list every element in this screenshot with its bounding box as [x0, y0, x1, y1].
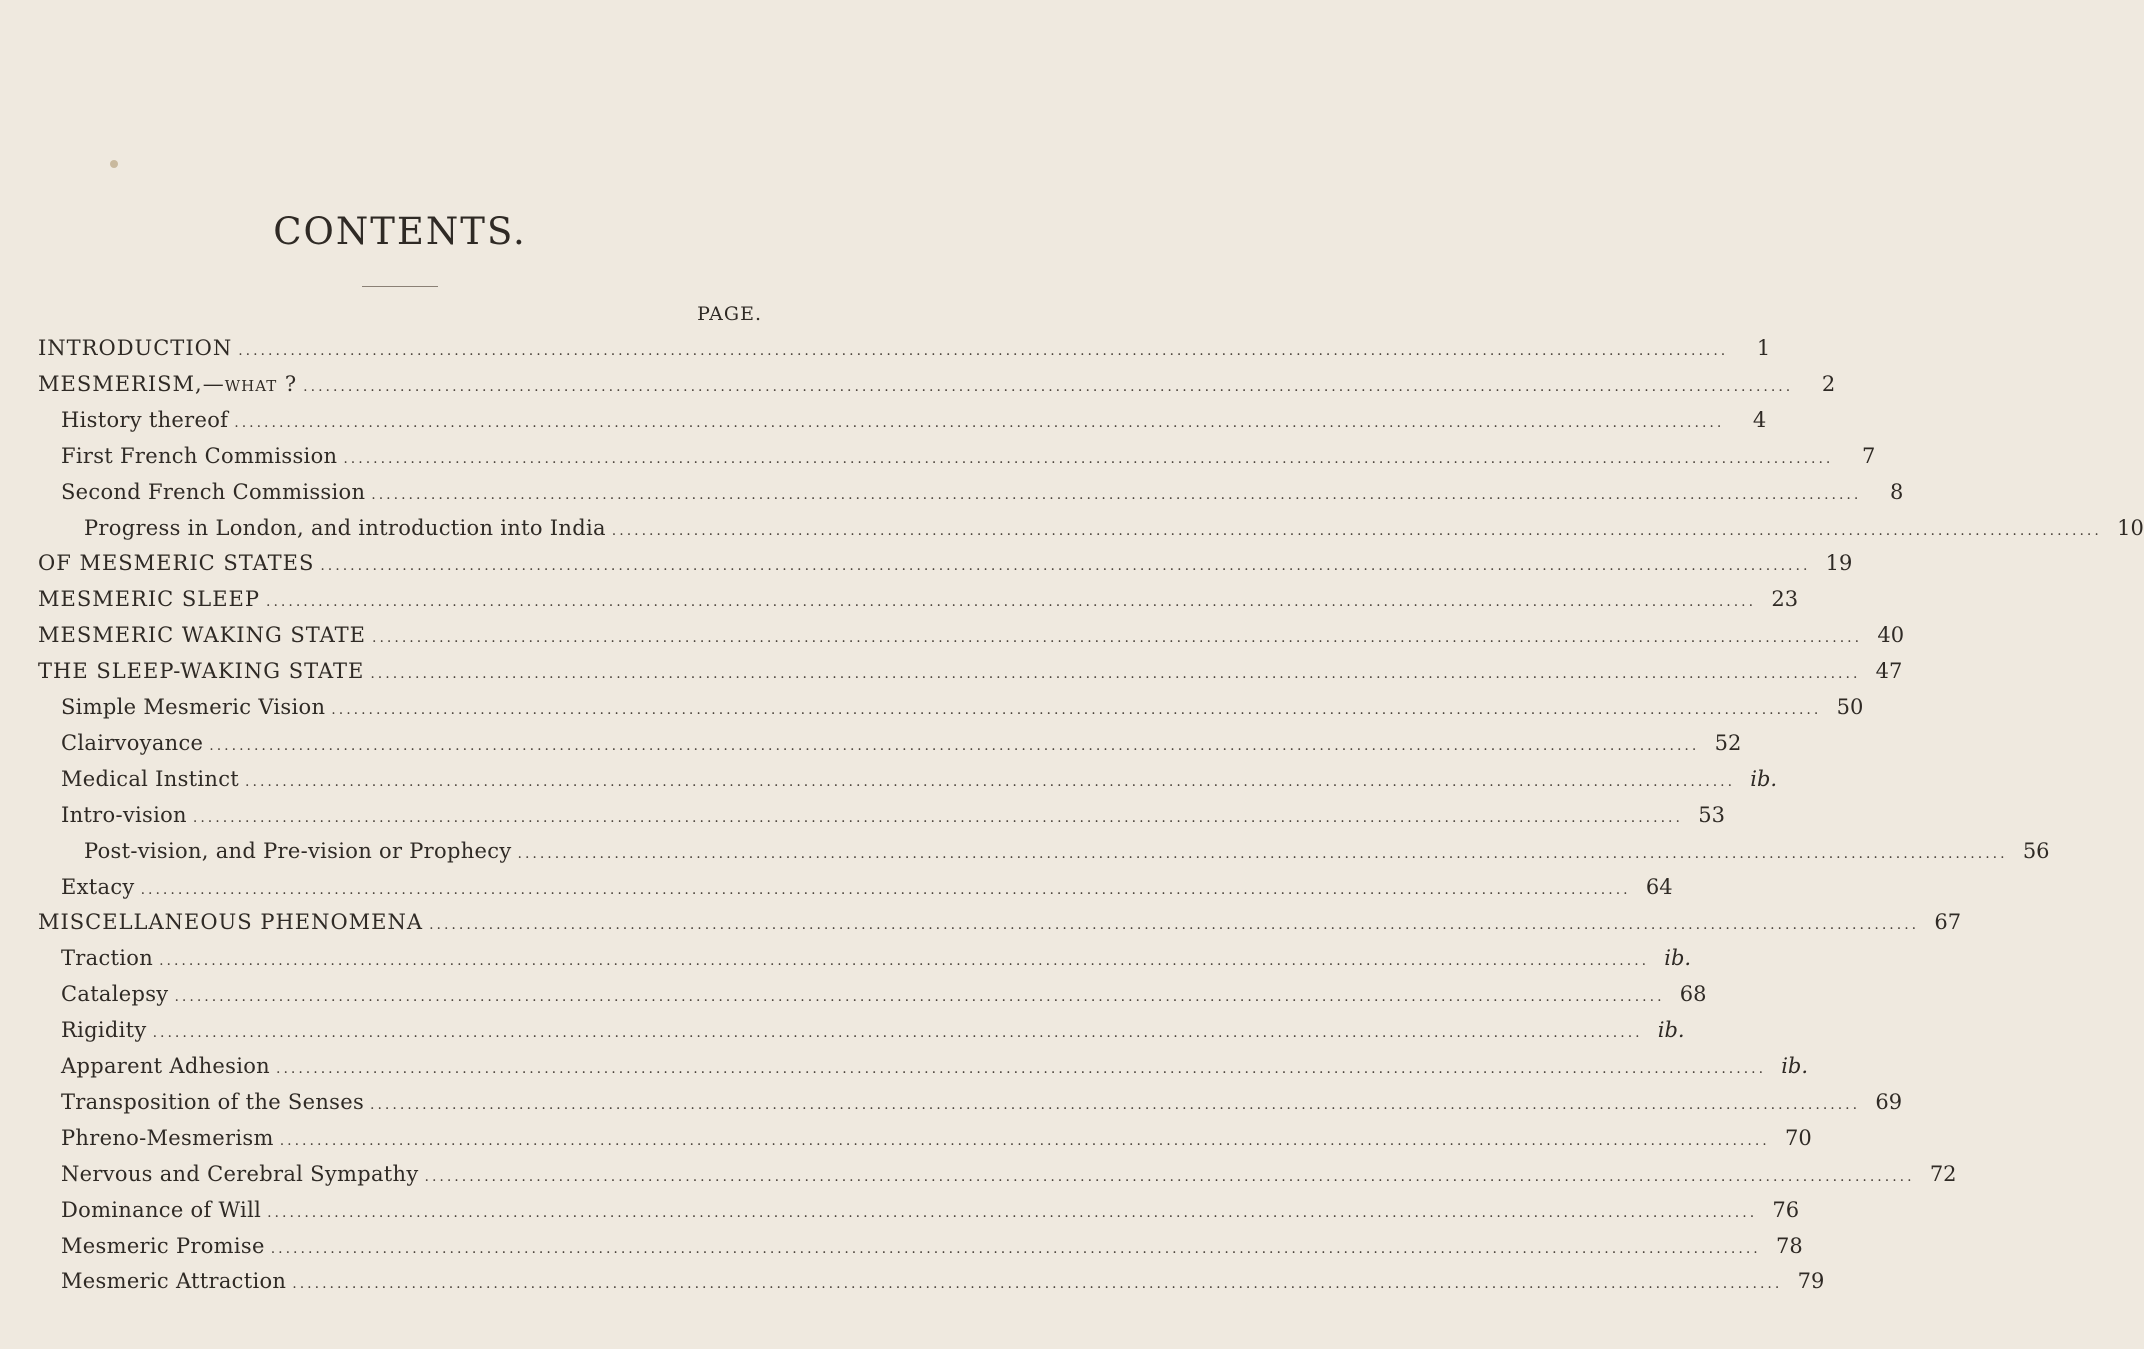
toc-entry-title: Traction — [61, 946, 154, 971]
toc-entry — [38, 623, 1905, 653]
paper-blemish — [110, 160, 118, 168]
dot-leader: ........................................................................................................................................................................................................ — [279, 1132, 1770, 1149]
toc-entry — [61, 1089, 1903, 1120]
dot-leader: ........................................................................................................................................................................................................ — [611, 522, 2102, 539]
toc-entry-title: Post-vision, and Pre-vision or Prophecy — [84, 838, 512, 863]
toc-entry-page: 69 — [1875, 1089, 1903, 1114]
dot-leader: ........................................................................................................................................................................................................ — [234, 414, 1725, 431]
toc-entry — [61, 443, 1876, 474]
page-title: CONTENTS. — [273, 209, 527, 253]
toc-entry-page: 2 — [1821, 371, 1836, 396]
toc-entry-page: 47 — [1875, 659, 1903, 684]
toc-entry — [38, 910, 1962, 940]
toc-entry-title: MESMERIC WAKING STATE — [38, 623, 367, 648]
dot-leader: ........................................................................................................................................................................................................ — [370, 1096, 1861, 1113]
dot-leader: ........................................................................................................................................................................................................ — [238, 343, 1729, 359]
toc-entry-title: Catalepsy — [61, 982, 169, 1007]
toc-entry-page: 53 — [1698, 802, 1725, 827]
toc-entry-title: First French Commission — [61, 443, 338, 468]
dot-leader: ........................................................................................................................................................................................................ — [371, 486, 1862, 503]
toc-entry-title: Progress in London, and introduction into India — [84, 515, 606, 540]
toc-entry-page: 76 — [1772, 1197, 1800, 1222]
dot-leader: ........................................................................................................................................................................................................ — [292, 1276, 1783, 1293]
dot-leader: ........................................................................................................................................................................................................ — [209, 737, 1700, 754]
toc-entry-title: MISCELLANEOUS PHENOMENA — [38, 910, 424, 935]
toc-entry — [84, 515, 2144, 546]
toc-entry-page: 72 — [1929, 1161, 1957, 1186]
toc-entry — [61, 1197, 1800, 1228]
toc-entry-title: Mesmeric Attraction — [61, 1269, 287, 1294]
dot-leader: ........................................................................................................................................................................................................ — [276, 1061, 1767, 1077]
dot-leader: ........................................................................................................................................................................................................ — [424, 1168, 1915, 1185]
toc-entry-page: 68 — [1679, 982, 1707, 1007]
toc-entry-page: 19 — [1825, 551, 1853, 576]
toc-entry — [61, 1233, 1803, 1264]
dot-leader: ........................................................................................................................................................................................................ — [303, 378, 1794, 395]
toc-entry — [38, 371, 1836, 402]
toc-entry — [61, 1269, 1825, 1299]
dot-leader: ........................................................................................................................................................................................................ — [372, 630, 1863, 647]
dot-leader: ........................................................................................................................................................................................................ — [320, 558, 1811, 575]
dot-leader: ........................................................................................................................................................................................................ — [159, 953, 1650, 970]
toc-entry-page: ib. — [1750, 766, 1778, 791]
dot-leader: ........................................................................................................................................................................................................ — [267, 1204, 1758, 1221]
title-rule — [362, 286, 438, 287]
dot-leader: ........................................................................................................................................................................................................ — [331, 702, 1822, 718]
toc-entry — [61, 1161, 1957, 1192]
toc-entry — [61, 730, 1742, 761]
toc-entry-title: MESMERISM,—what ? — [38, 371, 298, 396]
dot-leader: ........................................................................................................................................................................................................ — [343, 450, 1834, 467]
toc-entry-title: History thereof — [61, 407, 229, 432]
toc-entry — [61, 1125, 1812, 1156]
toc-entry-title: Medical Instinct — [61, 766, 240, 791]
toc-entry-page: ib. — [1664, 946, 1692, 971]
toc-entry-page: 70 — [1785, 1125, 1812, 1150]
toc-entry — [61, 1054, 1809, 1084]
toc-entry-title: Second French Commission — [61, 479, 366, 504]
toc-entry-page: 1 — [1756, 336, 1771, 360]
toc-entry-title: Rigidity — [61, 1018, 147, 1043]
toc-entry — [38, 587, 1799, 617]
toc-entry — [61, 695, 1864, 725]
dot-leader: ........................................................................................................................................................................................................ — [517, 845, 2008, 862]
toc-entry-title: Extacy — [61, 874, 135, 899]
toc-entry-title: Clairvoyance — [61, 730, 204, 755]
toc-entry — [38, 659, 1903, 689]
toc-entry-page: 40 — [1877, 623, 1905, 648]
toc-entry-page: 52 — [1714, 730, 1742, 755]
toc-entry-title: Simple Mesmeric Vision — [61, 695, 326, 719]
toc-entry-title: Nervous and Cerebral Sympathy — [61, 1161, 419, 1186]
toc-entry — [61, 982, 1707, 1012]
toc-entry-page: 67 — [1934, 910, 1962, 935]
dot-leader: ........................................................................................................................................................................................................ — [174, 989, 1665, 1006]
toc-entry-page: 8 — [1889, 479, 1904, 504]
toc-entry — [61, 946, 1692, 976]
toc-entry-page: 64 — [1645, 874, 1673, 899]
toc-entry-title: Intro-vision — [61, 802, 187, 827]
toc-entry-title: OF MESMERIC STATES — [38, 551, 315, 576]
toc-entry-title: Dominance of Will — [61, 1197, 262, 1222]
toc-entry-page: 4 — [1752, 407, 1767, 432]
toc-entry-title: Mesmeric Promise — [61, 1233, 265, 1258]
dot-leader: ........................................................................................................................................................................................................ — [140, 881, 1631, 898]
toc-entry-page: 79 — [1797, 1269, 1825, 1294]
page-column-header: PAGE. — [697, 303, 762, 325]
dot-leader: ........................................................................................................................................................................................................ — [270, 1240, 1761, 1257]
toc-entry-page: ib. — [1781, 1054, 1809, 1078]
toc-entry — [61, 407, 1767, 438]
toc-entry-page: 10 — [2117, 515, 2144, 540]
toc-entry — [61, 1018, 1685, 1048]
toc-entry-title: MESMERIC SLEEP — [38, 587, 261, 612]
toc-entry — [61, 802, 1725, 833]
toc-entry-page: 78 — [1776, 1233, 1803, 1258]
toc-entry — [38, 336, 1771, 366]
toc-entry-title: Apparent Adhesion — [61, 1054, 270, 1078]
toc-entry-page: 23 — [1771, 587, 1799, 612]
toc-entry — [61, 479, 1904, 510]
dot-leader: ........................................................................................................................................................................................................ — [152, 1025, 1643, 1042]
toc-entry-page: ib. — [1657, 1018, 1685, 1043]
dot-leader: ........................................................................................................................................................................................................ — [192, 809, 1683, 826]
toc-entry — [61, 766, 1778, 797]
dot-leader: ........................................................................................................................................................................................................ — [245, 773, 1736, 790]
dot-leader: ........................................................................................................................................................................................................ — [370, 666, 1861, 683]
toc-entry — [84, 838, 2050, 869]
toc-entry-title: Transposition of the Senses — [61, 1089, 365, 1114]
dot-leader: ........................................................................................................................................................................................................ — [266, 594, 1757, 611]
toc-entry — [38, 551, 1853, 581]
toc-entry-title: Phreno-Mesmerism — [61, 1125, 274, 1150]
toc-entry — [61, 874, 1673, 905]
toc-entry-title: THE SLEEP-WAKING STATE — [38, 659, 365, 684]
toc-entry-page: 7 — [1862, 443, 1876, 468]
toc-entry-page: 50 — [1836, 695, 1864, 719]
dot-leader: ........................................................................................................................................................................................................ — [429, 917, 1920, 934]
toc-entry-page: 56 — [2022, 838, 2050, 863]
toc-entry-title: INTRODUCTION — [38, 336, 233, 360]
